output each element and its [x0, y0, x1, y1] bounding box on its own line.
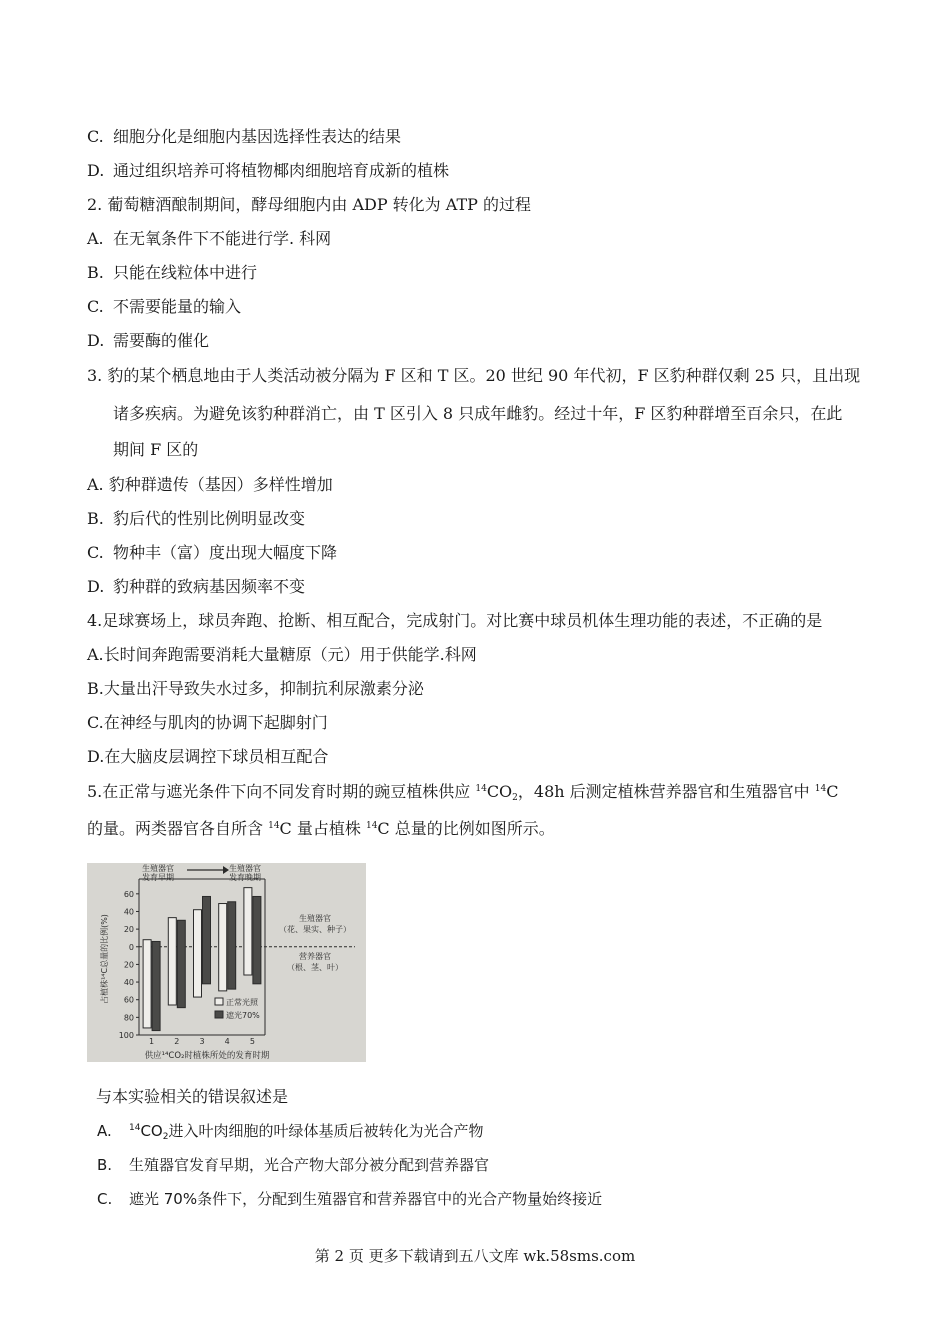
option-text: 在无氧条件下不能进行学. 科网: [113, 229, 332, 248]
stem-text: CO: [486, 782, 513, 801]
bar-shade-70: [228, 902, 236, 989]
y-tick-label: 20: [123, 960, 134, 970]
isotope-superscript: 14: [268, 821, 280, 831]
region-label-vegetative: （根、茎、叶）: [287, 963, 343, 972]
bar-normal-light: [143, 940, 151, 1028]
stem-text: C 总量的比例如图所示。: [377, 819, 555, 838]
y-tick-label: 40: [123, 907, 134, 917]
legend-label-shade: 遮光70%: [226, 1011, 260, 1020]
x-tick-label: 4: [224, 1037, 230, 1046]
top-label-left: 发育早期: [142, 873, 174, 882]
x-tick-label: 3: [199, 1037, 205, 1046]
option-c: [97, 1189, 602, 1209]
option-text: 遮光 70%条件下，分配到生殖器官和营养器官中的光合产物量始终接近: [129, 1190, 603, 1208]
experiment-bar-chart: [87, 863, 366, 1062]
stem-text: 5.在正常与遮光条件下向不同发育时期的豌豆植株供应: [87, 782, 476, 801]
option-a: [87, 229, 331, 249]
legend-label-normal: 正常光照: [226, 998, 258, 1007]
x-tick-label: 5: [249, 1037, 255, 1046]
option-a: A.长时间奔跑需要消耗大量糖原（元）用于供能学.科网: [87, 645, 477, 664]
option-text: 细胞分化是细胞内基因选择性表达的结果: [113, 127, 402, 146]
bar-normal-light: [168, 918, 176, 1005]
question-2-stem: 2. 葡萄糖酒酿制期间，酵母细胞内由 ADP 转化为 ATP 的过程: [87, 195, 531, 214]
y-tick-label: 0: [128, 942, 134, 952]
option-a: [97, 1121, 483, 1141]
legend-swatch-shade: [215, 1011, 223, 1018]
question-3-stem-line-2: 诸多疾病。为避免该豹种群消亡，由 T 区引入 8 只成年雌豹。经过十年，F 区豹种群增至百余只，在此: [113, 404, 843, 423]
stem-text: C: [826, 782, 839, 801]
option-label: B.: [87, 509, 104, 528]
question-5-stem-line-1: [87, 782, 838, 802]
bar-normal-light: [194, 910, 202, 997]
y-tick-label: 40: [123, 978, 134, 988]
x-axis-label: 供应¹⁴CO₂时植株所处的发育时期: [144, 1051, 270, 1061]
option-text: 进入叶肉细胞的叶绿体基质后被转化为光合产物: [168, 1122, 484, 1140]
option-c: C.在神经与肌肉的协调下起脚射门: [87, 713, 328, 732]
page-footer: 第 2 页 更多下载请到五八文库 wk.58sms.com: [314, 1247, 636, 1265]
option-label: B.: [97, 1156, 113, 1174]
option-text: 只能在线粒体中进行: [113, 263, 258, 282]
option-text: 通过组织培养可将植物椰肉细胞培育成新的植株: [113, 161, 450, 180]
isotope-superscript: 14: [814, 784, 827, 794]
bar-shade-70: [203, 896, 211, 983]
region-label-reproductive: 生殖器官: [299, 914, 331, 923]
option-text: 物种丰（富）度出现大幅度下降: [113, 543, 338, 562]
option-label: C.: [87, 297, 104, 316]
top-label-left: 生殖器官: [142, 864, 174, 873]
bar-normal-light: [244, 888, 252, 975]
y-tick-label: 100: [118, 1031, 134, 1040]
isotope-superscript: 14: [365, 821, 378, 831]
option-label: C.: [97, 1190, 113, 1208]
option-text: 豹种群的致病基因频率不变: [113, 577, 306, 596]
option-c: [87, 543, 337, 563]
option-label: C.: [87, 543, 104, 562]
option-label: D.: [87, 331, 105, 350]
question-5-stem-line-2: [87, 819, 555, 839]
option-label: B.: [87, 263, 104, 282]
top-label-right: 生殖器官: [229, 864, 261, 873]
option-label: A.: [87, 229, 104, 248]
option-text: 需要酶的催化: [113, 331, 210, 350]
option-d: D.在大脑皮层调控下球员相互配合: [87, 747, 329, 766]
y-tick-label: 80: [123, 1013, 134, 1023]
option-text: CO: [140, 1122, 163, 1140]
y-axis-label: 占植株¹⁴C总量的比例(%): [100, 914, 109, 1004]
question-3-stem-line-3: 期间 F 区的: [113, 440, 199, 459]
question-3-stem-line-1: 3. 豹的某个栖息地由于人类活动被分隔为 F 区和 T 区。20 世纪 90 年代初，F 区豹种群仅剩 25 只，且出现: [87, 366, 861, 385]
y-tick-label: 60: [123, 889, 134, 899]
subscript: 2: [162, 1132, 169, 1142]
x-tick-label: 1: [149, 1037, 155, 1046]
option-b: [97, 1155, 489, 1175]
option-d: [87, 577, 305, 597]
bar-shade-70: [152, 941, 160, 1030]
isotope-superscript: 14: [129, 1123, 141, 1133]
option-label: C.: [87, 127, 104, 146]
legend-swatch-normal: [215, 998, 223, 1005]
option-label: A.: [97, 1122, 112, 1140]
bar-normal-light: [219, 904, 227, 991]
option-b: B.大量出汗导致失水过多，抑制抗利尿激素分泌: [87, 679, 424, 698]
x-tick-label: 2: [174, 1037, 180, 1046]
option-text: 豹后代的性别比例明显改变: [113, 509, 306, 528]
option-d: [87, 161, 449, 181]
stem-text: ，48h 后测定植株营养器官和生殖器官中: [517, 782, 815, 801]
option-text: 生殖器官发育早期，光合产物大部分被分配到营养器官: [129, 1156, 490, 1174]
subscript: 2: [512, 793, 518, 803]
region-label-vegetative: 营养器官: [299, 952, 331, 961]
option-b: [87, 263, 257, 283]
option-b: [87, 509, 305, 529]
question-4-stem: 4.足球赛场上，球员奔跑、抢断、相互配合，完成射门。对比赛中球员机体生理功能的表述，不正确的是: [87, 611, 823, 630]
option-c: [87, 297, 241, 317]
stem-text: 的量。两类器官各自所含: [87, 819, 269, 838]
stem-text: C 量占植株: [279, 819, 366, 838]
isotope-superscript: 14: [475, 784, 487, 794]
option-d: [87, 331, 209, 351]
option-a: A. 豹种群遗传（基因）多样性增加: [87, 475, 333, 494]
bar-shade-70: [253, 896, 261, 983]
option-text: 不需要能量的输入: [113, 297, 242, 316]
option-label: D.: [87, 161, 105, 180]
option-c: [87, 127, 401, 147]
y-tick-label: 60: [123, 995, 134, 1005]
top-label-right: 发育晚期: [229, 873, 261, 882]
option-label: D.: [87, 577, 105, 596]
bar-shade-70: [177, 920, 185, 1007]
y-tick-label: 20: [123, 925, 134, 935]
region-label-reproductive: （花、果实、种子）: [279, 925, 351, 934]
question-5-prompt: 与本实验相关的错误叙述是: [96, 1087, 289, 1106]
